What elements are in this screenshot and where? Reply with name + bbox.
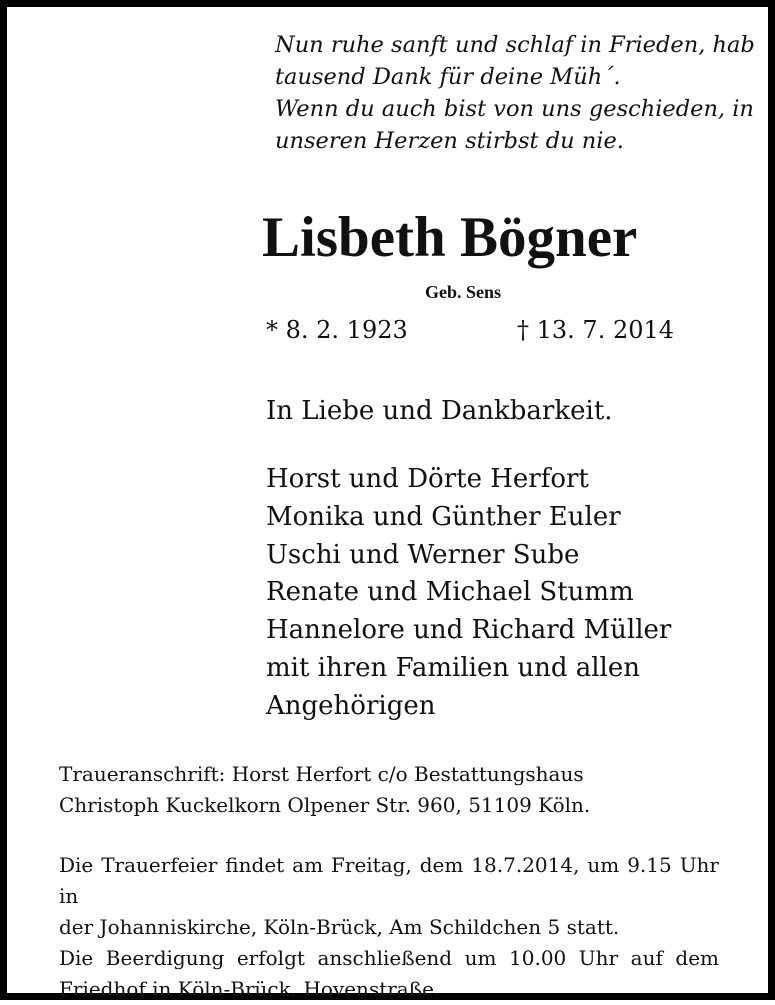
mourner-line: Angehörigen	[266, 690, 436, 721]
death-date: † 13. 7. 2014	[517, 316, 675, 344]
mourner-line: Hannelore und Richard Müller	[266, 615, 672, 646]
poem-line: Nun ruhe sanft und schlaf in Frieden, hab	[275, 32, 755, 58]
service-line: Die Beerdigung erfolgt anschließend um 10.00 Uhr auf dem	[59, 946, 719, 970]
service-line: Friedhof in Köln-Brück, Hovenstraße.	[59, 977, 441, 1001]
mourner-line: mit ihren Familien und allen	[266, 652, 641, 683]
service-line: der Johanniskirche, Köln-Brück, Am Schildchen 5 statt.	[59, 915, 620, 939]
poem-line: tausend Dank für deine Müh´.	[275, 64, 621, 90]
maiden-name: Geb. Sens	[425, 282, 502, 302]
memorial-poem	[275, 29, 755, 157]
poem-line: Wenn du auch bist von uns geschieden, in	[275, 96, 754, 122]
address-line: Traueranschrift: Horst Herfort c/o Bestattungshaus	[59, 762, 584, 786]
funeral-service-details	[59, 850, 719, 1005]
poem-line: unseren Herzen stirbst du nie.	[275, 128, 624, 154]
mourner-line: Uschi und Werner Sube	[266, 539, 580, 570]
deceased-name: Lisbeth Bögner	[262, 206, 638, 269]
mourners-list	[266, 461, 671, 726]
mourner-line: Monika und Günther Euler	[266, 501, 621, 532]
mourner-line: Horst und Dörte Herfort	[266, 464, 589, 494]
address-line: Christoph Kuckelkorn Olpener Str. 960, 51109 Köln.	[59, 793, 591, 817]
mourning-address	[59, 759, 729, 821]
service-line: Die Trauerfeier findet am Freitag, dem 18.7.2014, um 9.15 Uhr in	[59, 853, 719, 908]
birth-date: * 8. 2. 1923	[266, 316, 408, 344]
dedication-line: In Liebe und Dankbarkeit.	[266, 396, 613, 426]
mourner-line: Renate und Michael Stumm	[266, 577, 634, 608]
